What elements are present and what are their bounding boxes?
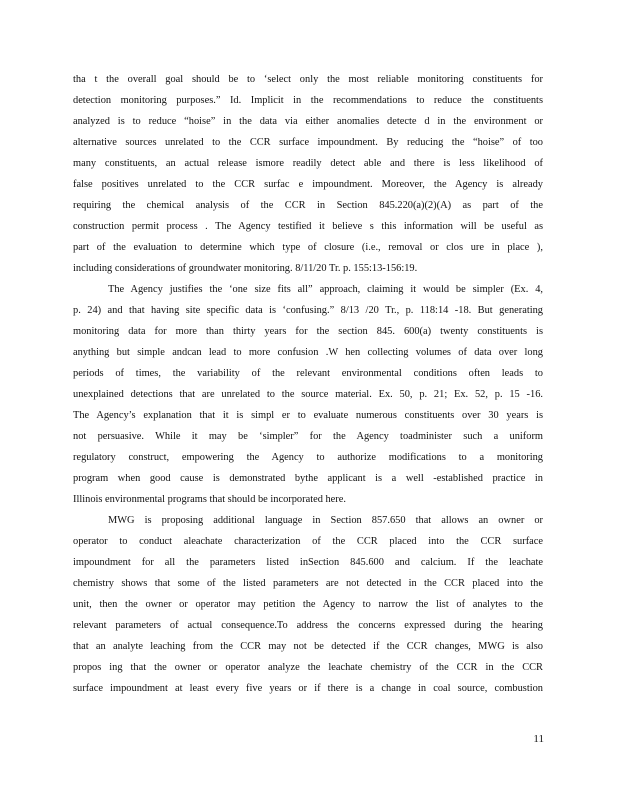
text-line: p. 24) and that having site specific data is ‘confusing.” 8/13 /20 Tr., p. 118:14 -18. But generating xyxy=(73,305,543,316)
text-line: construction permit process . The Agency testified it believe s this information will be useful as xyxy=(73,221,543,232)
text-line: many constituents, an actual release ismore readily detect able and there is less likelihood of xyxy=(73,158,543,169)
text-line: The Agency’s explanation that it is simpl er to evaluate numerous constituents over 30 years is xyxy=(73,410,543,421)
text-line: anything but simple andcan lead to more confusion .W hen collecting volumes of data over long xyxy=(73,347,543,358)
text-line: part of the evaluation to determine which type of closure (i.e., removal or clos ure in place ), xyxy=(73,242,543,253)
text-line: regulatory construct, empowering the Agency to authorize modifications to a monitoring xyxy=(73,452,543,463)
page-number: 11 xyxy=(533,733,544,745)
text-line: not persuasive. While it may be ‘simpler” for the Agency toadminister such a uniform xyxy=(73,431,543,442)
text-line: The Agency justifies the ‘one size fits all” approach, claiming it would be simpler (Ex. 4, xyxy=(108,284,543,295)
text-line: including considerations of groundwater monitoring. 8/11/20 Tr. p. 155:13-156:19. xyxy=(73,263,418,274)
text-line: unit, then the owner or operator may petition the Agency to narrow the list of analytes to the xyxy=(73,599,543,610)
text-line: Illinois environmental programs that should be incorporated here. xyxy=(73,494,346,505)
text-line: relevant parameters of actual consequence.To address the concerns expressed during the hearing xyxy=(73,620,543,631)
text-line: program when good cause is demonstrated bythe applicant is a well -established practice in xyxy=(73,473,543,484)
text-line: that an analyte leaching from the CCR may not be detected if the CCR changes, MWG is also xyxy=(73,641,543,652)
text-line: tha t the overall goal should be to ‘select only the most reliable monitoring constituents for xyxy=(73,74,543,85)
text-line: chemistry shows that some of the listed parameters are not detected in the CCR placed into the xyxy=(73,578,543,589)
text-line: surface impoundment at least every five years or if there is a change in coal source, combustion xyxy=(73,683,543,694)
text-line: MWG is proposing additional language in Section 857.650 that allows an owner or xyxy=(108,515,543,526)
text-line: monitoring data for more than thirty years for the section 845. 600(a) twenty constituents is xyxy=(73,326,543,337)
text-line: false positives unrelated to the CCR surfac e impoundment. Moreover, the Agency is already xyxy=(73,179,543,190)
text-line: requiring the chemical analysis of the CCR in Section 845.220(a)(2)(A) as part of the xyxy=(73,200,543,211)
text-line: detection monitoring purposes.” Id. Implicit in the recommendations to reduce the constituents xyxy=(73,95,543,106)
text-line: alternative sources unrelated to the CCR surface impoundment. By reducing the “hoise” of too xyxy=(73,137,543,148)
text-line: periods of times, the variability of the relevant environmental conditions often leads to xyxy=(73,368,543,379)
text-line: unexplained detections that are unrelated to the source material. Ex. 50, p. 21; Ex. 52, p. 15 -16. xyxy=(73,389,543,400)
text-line: propos ing that the owner or operator analyze the leachate chemistry of the CCR in the CCR xyxy=(73,662,543,673)
text-line: impoundment for all the parameters listed inSection 845.600 and calcium. If the leachate xyxy=(73,557,543,568)
text-line: analyzed is to reduce “hoise” in the data via either anomalies detecte d in the environment or xyxy=(73,116,543,127)
text-line: operator to conduct aleachate characterization of the CCR placed into the CCR surface xyxy=(73,536,543,547)
